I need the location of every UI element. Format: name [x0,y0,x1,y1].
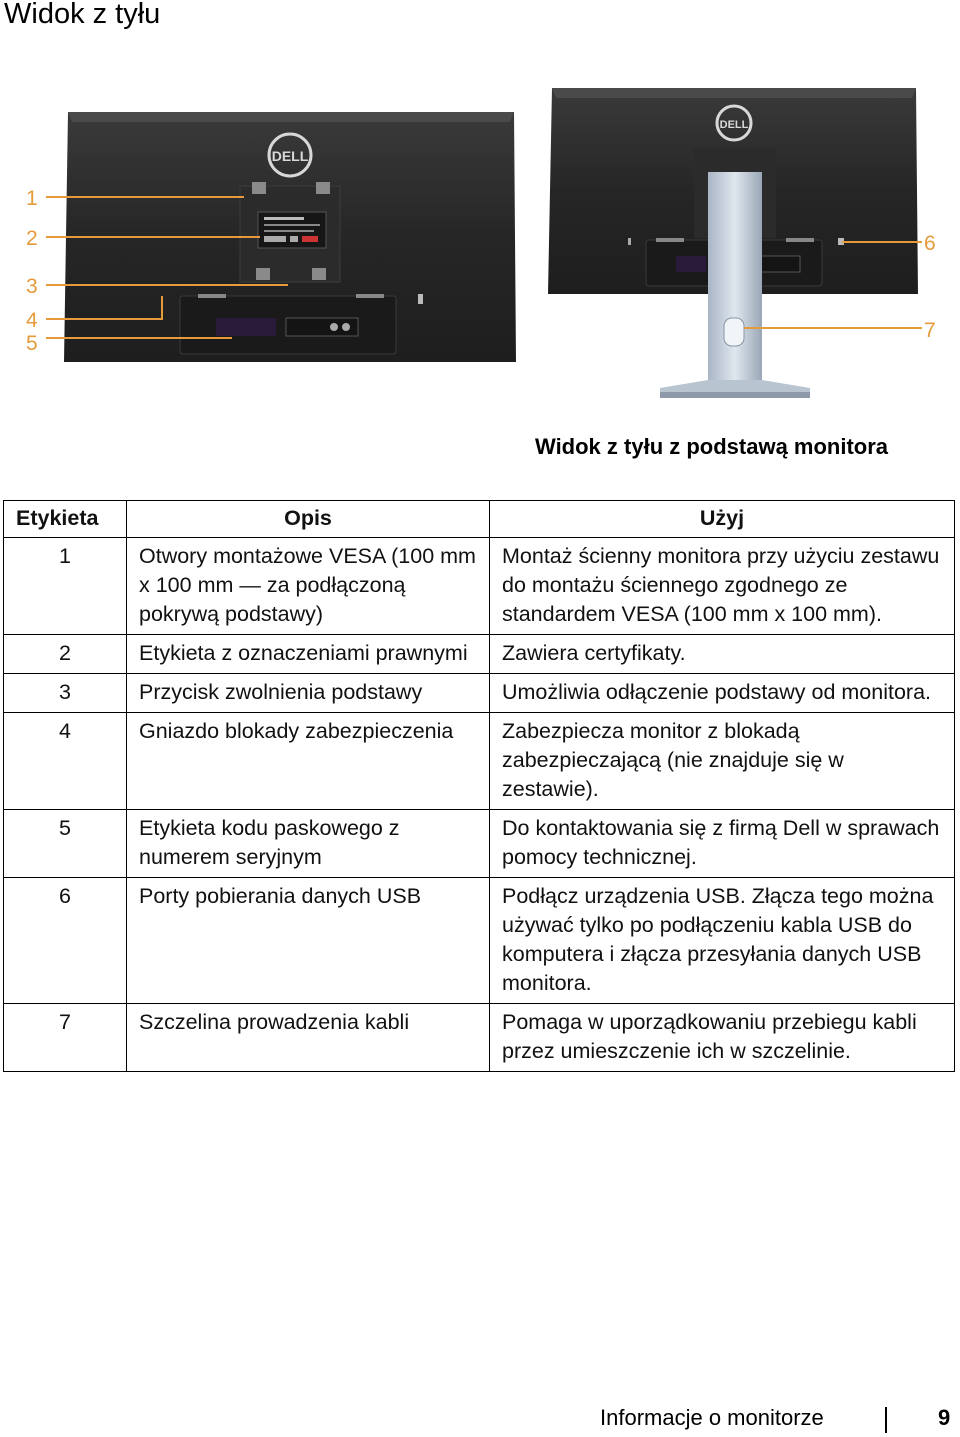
table-row [4,810,955,878]
footer-section-title: Informacje o monitorze [600,1405,824,1430]
row-usage: Umożliwia odłączenie podstawy od monitora. [490,674,955,713]
feature-table [3,500,955,1072]
row-description: Gniazdo blokady zabezpieczenia [127,713,490,810]
monitor-back-right [548,88,936,398]
table-row [4,1004,955,1072]
callout-4: 4 [26,309,38,332]
row-usage: Podłącz urządzenia USB. Złącza tego można używać tylko po podłączeniu kabla USB do komputera i złącza przesyłania danych USB monitora. [490,878,955,1004]
table-row [4,635,955,674]
table-row [4,878,955,1004]
table-row [4,713,955,810]
row-number: 1 [4,538,127,635]
row-description: Porty pobierania danych USB [127,878,490,1004]
row-description: Szczelina prowadzenia kabli [127,1004,490,1072]
row-number: 5 [4,810,127,878]
monitor-back-figures [0,0,960,430]
callout-5: 5 [26,332,38,355]
row-number: 3 [4,674,127,713]
table-row [4,674,955,713]
page-title: Widok z tyłu [4,0,161,30]
row-usage: Zabezpiecza monitor z blokadą zabezpieczającą (nie znajduje się w zestawie). [490,713,955,810]
svg-text:DELL: DELL [271,148,309,164]
row-number: 2 [4,635,127,674]
figure-caption: Widok z tyłu z podstawą monitora [535,434,889,459]
header-uzyj: Użyj [490,501,955,538]
callout-2: 2 [26,227,38,250]
row-description: Etykieta kodu paskowego z numerem seryjnym [127,810,490,878]
row-number: 4 [4,713,127,810]
callout-7: 7 [924,319,936,342]
callout-1: 1 [26,187,38,210]
row-usage: Pomaga w uporządkowaniu przebiegu kabli przez umieszczenie ich w szczelinie. [490,1004,955,1072]
row-number: 7 [4,1004,127,1072]
header-label: Etykieta [4,501,127,538]
callout-6: 6 [924,232,936,255]
table-row [4,538,955,635]
row-usage: Montaż ścienny monitora przy użyciu zestawu do montażu ściennego zgodnego ze standardem VESA (100 mm x 100 mm). [490,538,955,635]
row-description: Etykieta z oznaczeniami prawnymi [127,635,490,674]
row-description: Przycisk zwolnienia podstawy [127,674,490,713]
svg-text:DELL: DELL [719,119,749,131]
row-usage: Zawiera certyfikaty. [490,635,955,674]
page-number: 9 [938,1405,951,1430]
row-number: 6 [4,878,127,1004]
row-description: Otwory montażowe VESA (100 mm x 100 mm — za podłączoną pokrywą podstawy) [127,538,490,635]
callout-3: 3 [26,275,38,298]
monitor-back-left [26,112,516,362]
row-usage: Do kontaktowania się z firmą Dell w sprawach pomocy technicznej. [490,810,955,878]
header-opis: Opis [127,501,490,538]
table-header-row [4,501,955,538]
footer-separator [885,1407,887,1433]
